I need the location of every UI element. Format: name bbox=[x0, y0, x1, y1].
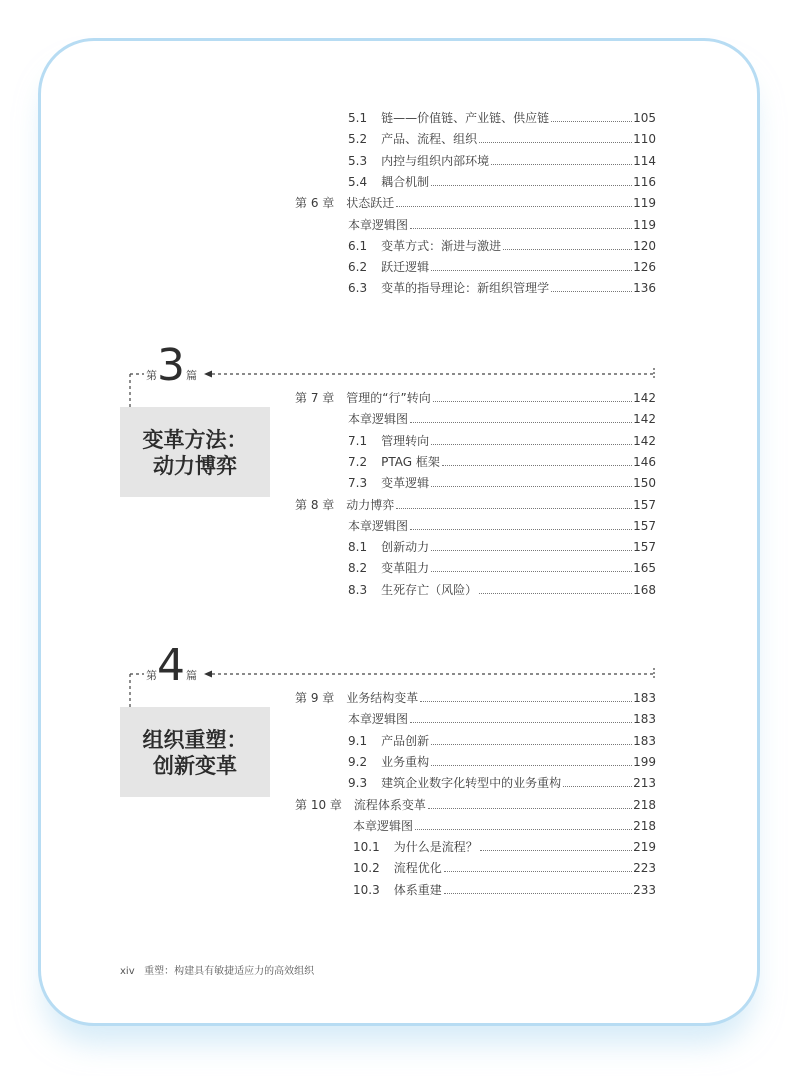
toc-leader-dots bbox=[479, 583, 632, 594]
toc-entry-page: 142 bbox=[633, 412, 656, 427]
toc-entry-title: 业务结构变革 bbox=[346, 691, 419, 705]
page-footer bbox=[120, 962, 314, 977]
toc-entry-number: 第 7 章 bbox=[295, 391, 335, 405]
toc-entry-title: 产品创新 bbox=[381, 733, 430, 748]
toc-leader-dots bbox=[431, 540, 632, 551]
toc-section-entry[interactable] bbox=[348, 130, 656, 148]
toc-entry-title: 链——价值链、产业链、供应链 bbox=[381, 111, 550, 125]
toc-entry-title: 管理的“行”转向 bbox=[346, 391, 431, 405]
toc-entry-page: 116 bbox=[633, 174, 656, 189]
part-prefix: 第 bbox=[146, 369, 157, 382]
toc-entry-title: 创新动力 bbox=[381, 540, 430, 555]
toc-leader-dots bbox=[410, 519, 632, 530]
toc-entry-number: 6.1 bbox=[348, 238, 368, 253]
toc-leader-dots bbox=[479, 132, 632, 143]
part3-title-line1: 变革方法： bbox=[142, 428, 248, 452]
toc-entry-page: 213 bbox=[633, 776, 656, 791]
toc-entry-number: 第 10 章 bbox=[295, 797, 342, 812]
toc-entry-number: 5.2 bbox=[348, 132, 368, 147]
toc-leader-dots bbox=[563, 776, 632, 787]
toc-leader-dots bbox=[428, 798, 632, 809]
toc-section-entry[interactable] bbox=[348, 581, 656, 599]
toc-chapter-entry[interactable] bbox=[295, 796, 656, 814]
toc-section-entry[interactable] bbox=[348, 538, 656, 556]
toc-entry-number: 5.4 bbox=[348, 174, 368, 189]
toc-logic-map-entry[interactable] bbox=[348, 517, 656, 535]
toc-entry-page: 183 bbox=[633, 733, 656, 748]
toc-entry-number: 9.3 bbox=[348, 776, 368, 791]
toc-section-entry[interactable] bbox=[348, 453, 656, 471]
part4-title-box bbox=[120, 707, 270, 797]
toc-section-entry[interactable] bbox=[348, 559, 656, 577]
toc-chapter-entry[interactable] bbox=[295, 496, 656, 514]
toc-entry-page: 157 bbox=[633, 518, 656, 533]
toc-entry-title: 体系重建 bbox=[393, 882, 442, 897]
toc-entry-title: 管理转向 bbox=[381, 433, 430, 448]
toc-leader-dots bbox=[410, 218, 632, 229]
toc-leader-dots bbox=[396, 498, 632, 509]
part-suffix: 篇 bbox=[186, 669, 197, 682]
toc-entry-page: 142 bbox=[633, 391, 656, 405]
toc-entry-title: 变革的指导理论：新组织管理学 bbox=[381, 281, 550, 296]
toc-entry-page: 199 bbox=[633, 754, 656, 769]
toc-leader-dots bbox=[431, 561, 632, 572]
toc-entry-title: 本章逻辑图 bbox=[348, 712, 409, 727]
toc-entry-number: 第 8 章 bbox=[295, 497, 335, 512]
toc-entry-title: 本章逻辑图 bbox=[353, 818, 414, 833]
toc-entry-page: 219 bbox=[633, 840, 656, 855]
toc-logic-map-entry[interactable] bbox=[348, 216, 656, 234]
part3-title-box bbox=[120, 407, 270, 497]
toc-section-entry[interactable] bbox=[348, 237, 656, 255]
toc-section-entry[interactable] bbox=[348, 753, 656, 771]
toc-section-entry[interactable] bbox=[353, 838, 656, 856]
toc-entry-page: 120 bbox=[633, 238, 656, 253]
toc-section-entry[interactable] bbox=[348, 258, 656, 276]
part4-title-line1: 组织重塑： bbox=[142, 728, 248, 752]
toc-entry-number: 5.1 bbox=[348, 111, 368, 125]
toc-leader-dots bbox=[480, 840, 632, 851]
footer-book-title: 重塑：构建具有敏捷适应力的高效组织 bbox=[144, 966, 315, 977]
toc-leader-dots bbox=[444, 861, 632, 872]
toc-leader-dots bbox=[491, 154, 632, 165]
toc-section-entry[interactable] bbox=[353, 859, 656, 877]
toc-entry-title: 生死存亡（风险） bbox=[381, 582, 478, 597]
toc-entry-title: 本章逻辑图 bbox=[348, 217, 409, 232]
toc-leader-dots bbox=[444, 883, 632, 894]
toc-entry-title: 动力博弈 bbox=[346, 497, 395, 512]
toc-leader-dots bbox=[431, 260, 632, 271]
toc-entry-number: 9.2 bbox=[348, 754, 368, 769]
toc-entry-number: 第 9 章 bbox=[295, 691, 335, 705]
toc-section-entry[interactable] bbox=[348, 173, 656, 191]
toc-entry-title: 变革阻力 bbox=[381, 561, 430, 576]
toc-leader-dots bbox=[396, 196, 632, 207]
toc-entry-page: 136 bbox=[633, 281, 656, 296]
toc-logic-map-entry[interactable] bbox=[353, 817, 656, 835]
toc-entry-page: 223 bbox=[633, 861, 656, 876]
toc-entry-title: 流程优化 bbox=[393, 861, 442, 876]
toc-section-entry[interactable] bbox=[348, 109, 656, 127]
toc-entry-number: 7.1 bbox=[348, 433, 368, 448]
toc-entry-page: 114 bbox=[633, 153, 656, 168]
toc-leader-dots bbox=[551, 111, 632, 122]
toc-entry-title: 内控与组织内部环境 bbox=[381, 153, 490, 168]
toc-entry-page: 126 bbox=[633, 260, 656, 275]
toc-leader-dots bbox=[431, 755, 632, 766]
toc-leader-dots bbox=[431, 175, 632, 186]
toc-entry-title: PTAG 框架 bbox=[381, 454, 440, 469]
toc-section-entry[interactable] bbox=[348, 279, 656, 297]
toc-entry-page: 142 bbox=[633, 433, 656, 448]
toc-entry-title: 流程体系变革 bbox=[353, 797, 426, 812]
toc-entry-title: 业务重构 bbox=[381, 754, 430, 769]
toc-entry-number: 7.2 bbox=[348, 454, 368, 469]
toc-entry-title: 本章逻辑图 bbox=[348, 412, 409, 427]
toc-entry-number: 6.2 bbox=[348, 260, 368, 275]
toc-section-entry[interactable] bbox=[353, 881, 656, 899]
toc-entry-number: 5.3 bbox=[348, 153, 368, 168]
part-suffix: 篇 bbox=[186, 369, 197, 382]
toc-entry-number: 7.3 bbox=[348, 476, 368, 491]
toc-leader-dots bbox=[551, 281, 632, 292]
toc-entry-page: 110 bbox=[633, 132, 656, 147]
toc-entry-number: 10.2 bbox=[353, 861, 380, 876]
toc-entry-page: 168 bbox=[633, 582, 656, 597]
toc-entry-page: 146 bbox=[633, 454, 656, 469]
toc-entry-page: 150 bbox=[633, 476, 656, 491]
toc-leader-dots bbox=[442, 455, 632, 466]
toc-chapter-entry[interactable] bbox=[295, 194, 656, 212]
toc-section-entry[interactable] bbox=[348, 474, 656, 492]
toc-entry-page: 165 bbox=[633, 561, 656, 576]
toc-entry-title: 耦合机制 bbox=[381, 174, 430, 189]
toc-entry-page: 157 bbox=[633, 540, 656, 555]
toc-entry-number: 9.1 bbox=[348, 733, 368, 748]
toc-entry-page: 105 bbox=[633, 111, 656, 125]
toc-section-entry[interactable] bbox=[348, 152, 656, 170]
part-number: 4 bbox=[157, 640, 184, 691]
toc-entry-title: 为什么是流程？ bbox=[393, 840, 478, 855]
toc-entry-title: 变革方式：渐进与激进 bbox=[381, 238, 502, 253]
toc-entry-page: 218 bbox=[633, 818, 656, 833]
toc-entry-title: 跃迁逻辑 bbox=[381, 260, 430, 275]
toc-section-entry[interactable] bbox=[348, 774, 656, 792]
toc-entry-number: 第 6 章 bbox=[295, 196, 335, 211]
toc-entry-number: 8.3 bbox=[348, 582, 368, 597]
toc-entry-page: 183 bbox=[633, 712, 656, 727]
toc-leader-dots bbox=[415, 819, 632, 830]
part4-title-line2: 创新变革 bbox=[153, 754, 237, 778]
toc-entry-number: 10.1 bbox=[353, 840, 380, 855]
toc-leader-dots bbox=[503, 239, 632, 250]
part-number: 3 bbox=[157, 340, 184, 391]
toc-entry-page: 119 bbox=[633, 217, 656, 232]
toc-entry-page: 119 bbox=[633, 196, 656, 211]
toc-entry-title: 产品、流程、组织 bbox=[381, 132, 478, 147]
toc-entry-number: 10.3 bbox=[353, 882, 380, 897]
toc-entry-number: 8.2 bbox=[348, 561, 368, 576]
toc-entry-page: 157 bbox=[633, 497, 656, 512]
toc-leader-dots bbox=[431, 476, 632, 487]
footer-page-number: xiv bbox=[120, 966, 135, 977]
toc-entry-page: 183 bbox=[633, 691, 656, 705]
toc-entry-page: 233 bbox=[633, 882, 656, 897]
toc-entry-number: 6.3 bbox=[348, 281, 368, 296]
toc-entry-title: 状态跃迁 bbox=[346, 196, 395, 211]
toc-entry-title: 建筑企业数字化转型中的业务重构 bbox=[381, 776, 562, 791]
toc-entry-title: 本章逻辑图 bbox=[348, 518, 409, 533]
part3-title-line2: 动力博弈 bbox=[153, 454, 237, 478]
toc-entry-title: 变革逻辑 bbox=[381, 476, 430, 491]
part-prefix: 第 bbox=[146, 669, 157, 682]
toc-entry-number: 8.1 bbox=[348, 540, 368, 555]
toc-entry-page: 218 bbox=[633, 797, 656, 812]
